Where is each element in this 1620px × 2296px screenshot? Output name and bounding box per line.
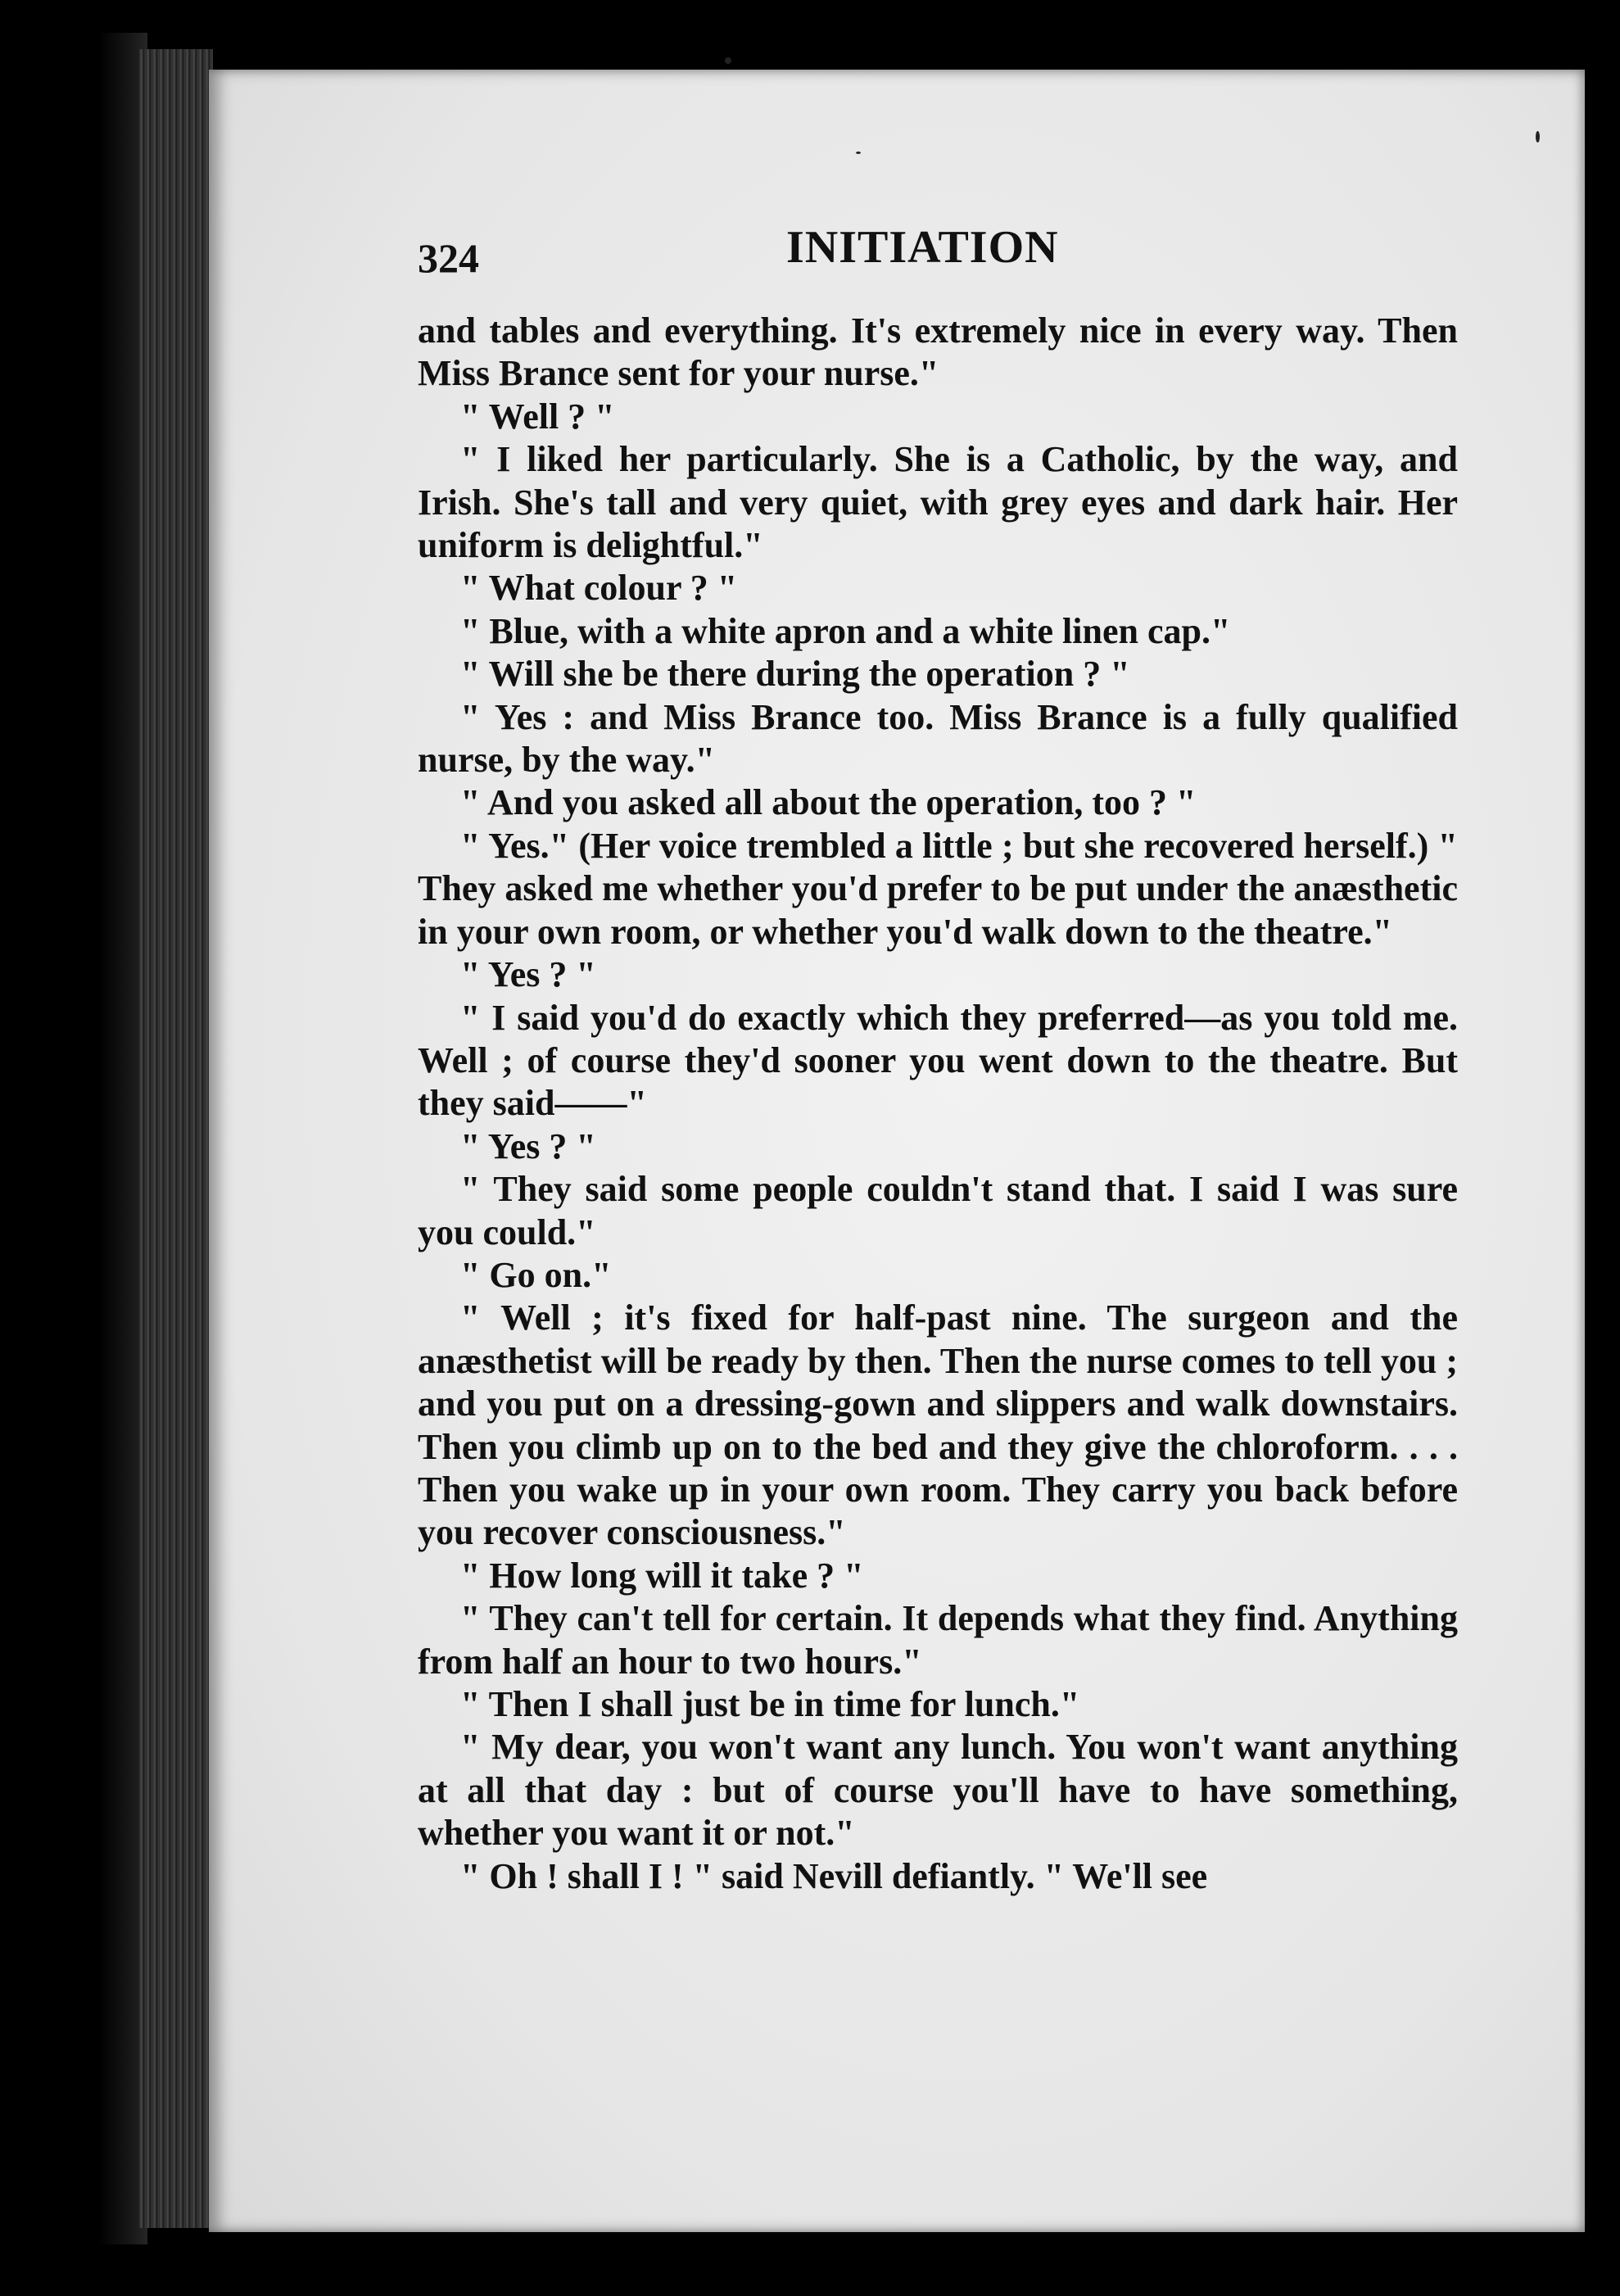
paragraph: " Then I shall just be in time for lunch."	[460, 1684, 1080, 1724]
paragraph: " Blue, with a white apron and a white linen cap."	[460, 610, 1231, 651]
paragraph: " Well ? "	[460, 396, 615, 437]
paragraph: " Well ; it's fixed for half-past nine. The surgeon and the anæsthetist will be ready by then. Then the nurse comes to tell you ; and you put on a dressing-gown and slippers and walk downstairs. Then you climb up on to the bed and they give the chloroform. . . . Then you wake up in your own room. They carry you back before you recover consciousness."	[418, 1297, 1458, 1553]
paragraph: and tables and everything. It's extremely nice in every way. Then Miss Brance sent for your nurse."	[418, 310, 1458, 394]
page-stack-edges	[139, 49, 213, 2228]
paragraph: " Yes ? "	[460, 1125, 596, 1166]
scan-border	[1585, 70, 1620, 2232]
scan-speck	[725, 57, 731, 64]
paragraph: " They can't tell for certain. It depends what they find. Anything from half an hour to two hours."	[418, 1598, 1458, 1682]
paragraph: " How long will it take ? "	[460, 1555, 864, 1596]
scan-speck	[856, 152, 861, 154]
paragraph: " And you asked all about the operation, too ? "	[460, 782, 1197, 823]
paragraph: " What colour ? "	[460, 568, 738, 609]
running-head: INITIATION	[786, 222, 1059, 273]
scan-speck	[1536, 131, 1540, 143]
paragraph: " Yes." (Her voice trembled a little ; but she recovered herself.) " They asked me whether you'd prefer to be put under the anæsthetic in your own room, or whether you'd walk down to the theatre."	[418, 825, 1458, 952]
page-number: 324	[418, 235, 479, 281]
page-header	[418, 221, 1466, 287]
paragraph: " They said some people couldn't stand that. I said I was sure you could."	[418, 1169, 1458, 1252]
paragraph: " Go on."	[460, 1254, 612, 1295]
paragraph: " Will she be there during the operation ? "	[460, 654, 1130, 695]
body-text	[418, 310, 1458, 1898]
paragraph: " Yes : and Miss Brance too. Miss Brance is a fully qualified nurse, by the way."	[418, 696, 1458, 781]
paragraph: " Oh ! shall I ! " said Nevill defiantly. " We'll see	[460, 1855, 1208, 1896]
paragraph: " My dear, you won't want any lunch. You won't want anything at all that day : but of course you'll have to have something, whether you want it or not."	[418, 1727, 1458, 1854]
paragraph: " Yes ? "	[460, 954, 596, 995]
paragraph: " I said you'd do exactly which they preferred—as you told me. Well ; of course they'd sooner you went down to the theatre. But they said——"	[418, 997, 1458, 1124]
paragraph: " I liked her particularly. She is a Catholic, by the way, and Irish. She's tall and very quiet, with grey eyes and dark hair. Her uniform is delightful."	[418, 439, 1458, 566]
